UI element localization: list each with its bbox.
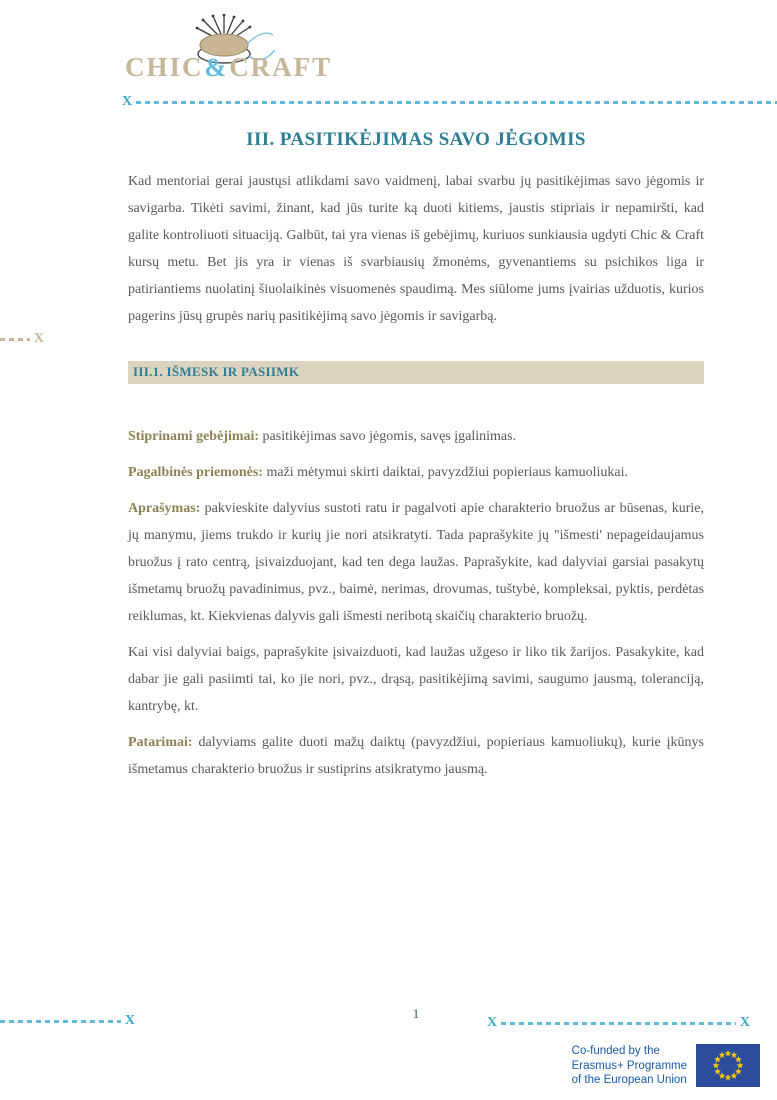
eu-text-line: Erasmus+ Programme: [571, 1059, 687, 1072]
top-stitch-rule: [122, 95, 777, 109]
stitch-x-icon: X: [124, 1013, 135, 1028]
eu-text-line: Co-funded by the: [571, 1045, 660, 1057]
abilities-text: pasitikėjimas savo jėgomis, savęs įgalinimas.: [259, 429, 517, 444]
bottom-right-stitch-rule: [487, 1016, 750, 1030]
section-heading: III.1. IŠMESK IR PASIIMK: [133, 364, 300, 379]
tips-text: dalyviams galite duoti mažų daiktų (pavyzdžiui, popieriaus kamuoliukų), kurie įkūnys išmetamus charakterio bruožus ir sustiprins atsikratymo jausmą.: [128, 735, 704, 777]
stitch-x-icon-tan: X: [33, 331, 44, 346]
stitch-dashes: [501, 1022, 736, 1025]
brand-text: [125, 52, 332, 83]
intro-paragraph: Kad mentoriai gerai jaustųsi atlikdami savo vaidmenį, labai svarbu jų pasitikėjimas savo jėgomis ir savigarba. Tikėti savimi, žinant, kad jūs turite ką duoti kitiems, jaustis stipriais ir nepamiršti, kad galite kontroliuoti situaciją. Galbūt, tai yra vienas iš gebėjimų, kuriuos sunkiausia ugdyti Chic & Craft kursų metu. Bet jis yra ir vienas iš svarbiausių žmonėms, gyvenantiems su psichikos liga ir patiriantiems nuolatinį šiuolaikinės visuomenės spaudimą. Mes siūlome jums įvairias užduotis, kurios pagerins jūsų grupės narių pasitikėjimą savo jėgomis ir savigarbą.: [128, 174, 704, 324]
left-stitch-decoration: [0, 332, 44, 346]
activity-blocks: [128, 423, 704, 783]
content-column: [128, 127, 704, 792]
page-title: III. PASITIKĖJIMAS SAVO JĖGOMIS: [246, 129, 586, 150]
eu-text-line: of the European Union: [571, 1074, 687, 1086]
description-label: Aprašymas:: [128, 501, 201, 516]
section-heading-bar: [128, 361, 704, 384]
page-number: 1: [412, 1006, 420, 1021]
stitch-x-icon: X: [739, 1015, 750, 1030]
materials-label: Pagalbinės priemonės:: [128, 465, 263, 480]
stitch-dashes-tan: [0, 338, 30, 341]
continuation-text: Kai visi dalyviai baigs, paprašykite įsivaizduoti, kad laužas užgeso ir liko tik žarijos. Pasakykite, kad dabar jie gali pasiimti tai, ko jie nori, pvz., drąsą, pasitikėjimą savimi, saugumo jausmą, toleranciją, kantrybę, kt.: [128, 645, 704, 714]
continuation-paragraph: [128, 639, 704, 720]
stitch-x-icon: X: [487, 1015, 498, 1030]
stitch-dashes: [0, 1020, 121, 1023]
abilities-paragraph: [128, 423, 704, 450]
abilities-label: Stiprinami gebėjimai:: [128, 429, 260, 444]
eu-cofunded-block: [572, 1044, 760, 1088]
brand-chic: CHIC: [125, 52, 204, 82]
brand-ampersand: &: [204, 53, 229, 82]
tips-paragraph: [128, 729, 704, 783]
brand-craft: CRAFT: [229, 52, 333, 82]
description-text: pakvieskite dalyvius sustoti ratu ir pagalvoti apie charakterio bruožus ar būsenas, kurie, jų manymu, jiems trukdo ir kurių jie nori atsikratyti. Tada paprašykite jų "išmesti' nepageidaujamus bruožus į rato centrą, įsivaizduojant, kad ten dega laužas. Paprašykite, kad dalyviai garsiai pasakytų išmetamų bruožų pavadinimus, pvz., baimė, nerimas, drovumas, tuštybė, kompleksai, pyktis, perdėtas reiklumas, kt. Kiekvienas dalyvis gali išmesti neribotą skaičių charakterio bruožų.: [128, 501, 704, 624]
materials-paragraph: [128, 459, 704, 486]
bottom-left-stitch-rule: [0, 1014, 135, 1028]
stitch-dashes: [136, 101, 777, 104]
eu-flag-icon: [696, 1044, 760, 1087]
stitch-x-icon: X: [122, 94, 133, 109]
chic-and-craft-logo: [125, 14, 333, 92]
eu-cofunded-text: [572, 1044, 687, 1088]
description-paragraph: [128, 495, 704, 630]
materials-text: maži mėtymui skirti daiktai, pavyzdžiui popieriaus kamuoliukai.: [262, 465, 629, 480]
tips-label: Patarimai:: [128, 735, 193, 750]
